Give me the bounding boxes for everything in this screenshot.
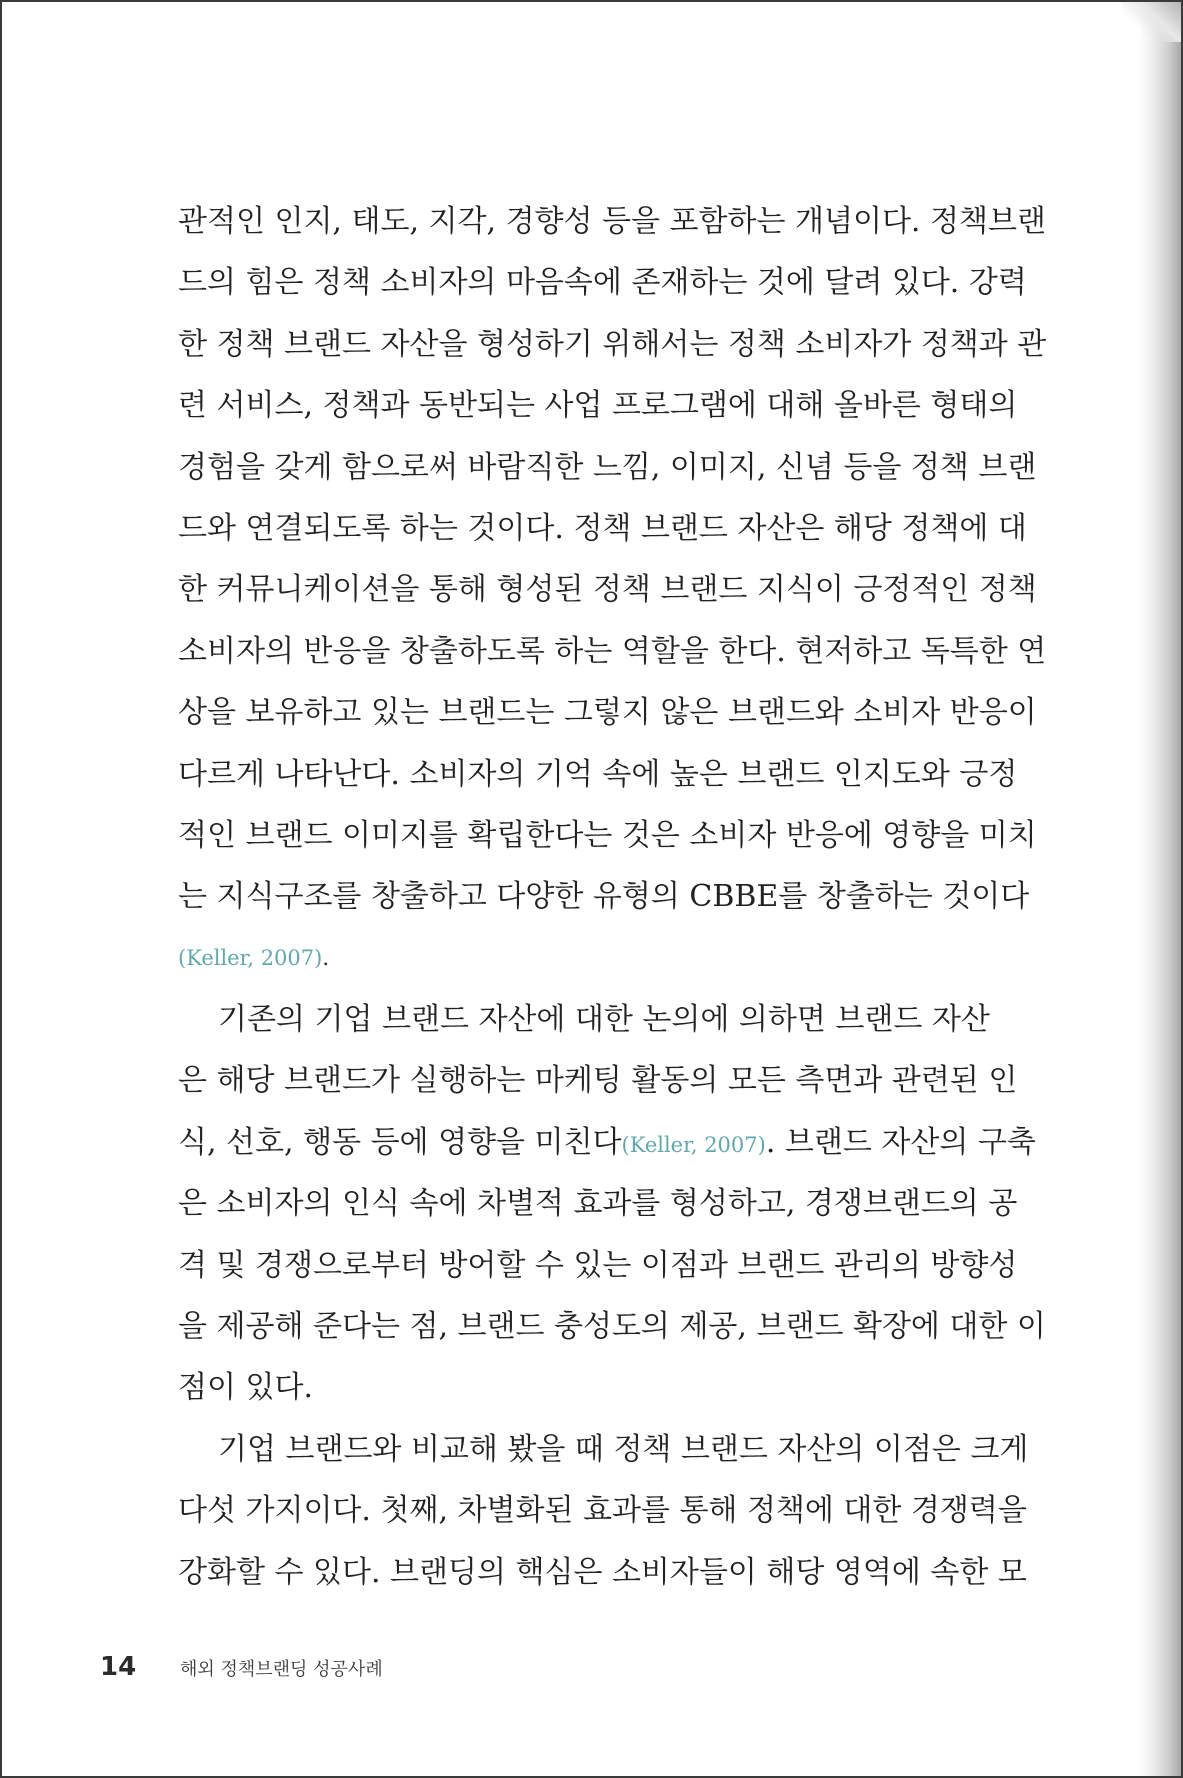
citation: (Keller, 2007) — [621, 1132, 766, 1157]
page-gutter-shadow — [1139, 2, 1181, 1776]
page-footer — [100, 1652, 383, 1686]
text-line: 드와 연결되도록 하는 것이다. 정책 브랜드 자산은 해당 정책에 대 — [178, 510, 1027, 546]
text-line: 한 커뮤니케이션을 통해 형성된 정책 브랜드 지식이 긍정적인 정책 — [178, 572, 1037, 608]
text-line: 한 정책 브랜드 자산을 형성하기 위해서는 정책 소비자가 정책과 관 — [178, 326, 1047, 362]
text-line: 는 지식구조를 창출하고 다양한 유형의 CBBE를 창출하는 것이다 — [178, 879, 1030, 915]
text-span: . 브랜드 자산의 구축 — [765, 1124, 1036, 1160]
text-line: 강화할 수 있다. 브랜딩의 핵심은 소비자들이 해당 영역에 속한 모 — [178, 1554, 1027, 1590]
body-text — [178, 191, 1047, 1603]
citation-period: . — [322, 945, 330, 970]
text-line: 적인 브랜드 이미지를 확립한다는 것은 소비자 반응에 영향을 미치 — [178, 817, 1037, 853]
text-line: 상을 보유하고 있는 브랜드는 그렇지 않은 브랜드와 소비자 반응이 — [178, 695, 1037, 731]
text-line: 기존의 기업 브랜드 자산에 대한 논의에 의하면 브랜드 자산 — [218, 1002, 990, 1038]
running-title: 해외 정책브랜딩 성공사례 — [180, 1659, 383, 1680]
text-line: 련 서비스, 정책과 동반되는 사업 프로그램에 대해 올바른 형태의 — [178, 388, 1018, 424]
citation: (Keller, 2007) — [178, 945, 323, 970]
text-line: 다르게 나타난다. 소비자의 기억 속에 높은 브랜드 인지도와 긍정 — [178, 756, 1018, 792]
text-line: 을 제공해 준다는 점, 브랜드 충성도의 제공, 브랜드 확장에 대한 이 — [178, 1309, 1046, 1345]
text-line: 기업 브랜드와 비교해 봤을 때 정책 브랜드 자산의 이점은 크게 — [218, 1431, 1029, 1467]
text-line: 격 및 경쟁으로부터 방어할 수 있는 이점과 브랜드 관리의 방향성 — [178, 1247, 1018, 1283]
citation-line — [178, 928, 986, 989]
text-span: 식, 선호, 행동 등에 영향을 미친다 — [178, 1124, 622, 1160]
text-line: 관적인 인지, 태도, 지각, 경향성 등을 포함하는 개념이다. 정책브랜 — [178, 204, 1046, 239]
text-line: 점이 있다. — [178, 1370, 313, 1406]
page-corner-curl — [1121, 2, 1181, 42]
text-line: 드의 힘은 정책 소비자의 마음속에 존재하는 것에 달려 있다. 강력 — [178, 265, 1027, 301]
text-line: 소비자의 반응을 창출하도록 하는 역할을 한다. 현저하고 독특한 연 — [178, 633, 1047, 669]
text-line: 다섯 가지이다. 첫째, 차별화된 효과를 통해 정책에 대한 경쟁력을 — [178, 1493, 1027, 1529]
text-line: 경험을 갖게 함으로써 바람직한 느낌, 이미지, 신념 등을 정책 브랜 — [178, 449, 1037, 485]
text-line: 은 해당 브랜드가 실행하는 마케팅 활동의 모든 측면과 관련된 인 — [178, 1063, 1018, 1099]
page-number: 14 — [100, 1652, 137, 1682]
text-line-with-citation — [178, 1112, 1036, 1173]
text-line: 은 소비자의 인식 속에 차별적 효과를 형성하고, 경쟁브랜드의 공 — [178, 1186, 1018, 1222]
